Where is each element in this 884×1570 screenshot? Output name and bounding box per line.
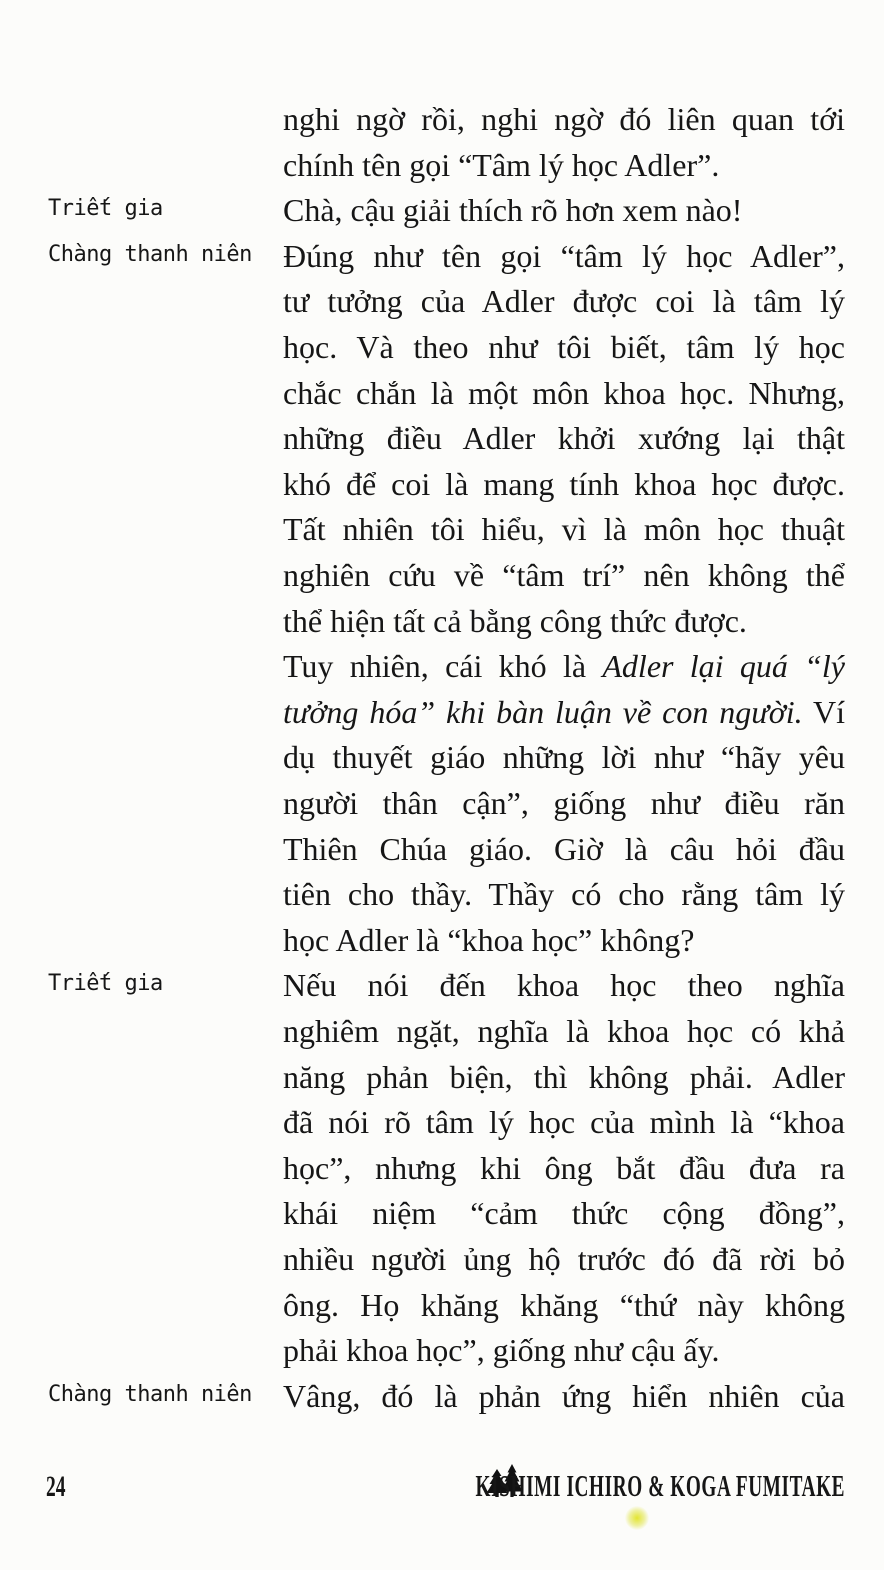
dialogue-line-text: thể hiện tất cả bằng công thức được. [283, 602, 747, 639]
dialogue-line-text: Tất nhiên tôi hiểu, vì là môn học thuật [283, 511, 845, 548]
dialogue-line-text: năng phản biện, thì không phải. Adler [283, 1058, 845, 1095]
dialogue-line-text: Nếu nói đến khoa học theo nghĩa [283, 967, 845, 1004]
dialogue-line [0, 734, 884, 780]
dialogue-line-text: phải khoa học”, giống như cậu ấy. [283, 1332, 720, 1369]
dialogue-line-text: đã nói rõ tâm lý học của mình là “khoa [283, 1104, 845, 1141]
dialogue-line-text: nhiều người ủng hộ trước đó đã rời bỏ [283, 1241, 845, 1277]
dialogue-line-text: chắc chắn là một môn khoa học. Nhưng, [283, 374, 845, 411]
speaker-label: Chàng thanh niên [48, 1381, 252, 1407]
dialogue-line-text: nghiên cứu về “tâm trí” nên không thể [283, 557, 845, 593]
dialogue-line [0, 598, 884, 644]
dialogue-line-text: ông. Họ khăng khăng “thứ này không [283, 1286, 845, 1323]
dialogue-line-text: dụ thuyết giáo những lời như “hãy yêu [283, 739, 845, 776]
dialogue-line [0, 96, 884, 142]
dialogue-line [0, 506, 884, 552]
dialogue-line-text: những điều Adler khởi xướng lại thật [283, 420, 845, 457]
dialogue-line [0, 1373, 884, 1419]
dialogue-line [0, 826, 884, 872]
dialogue-line [0, 278, 884, 324]
dialogue-line-text: tư tưởng của Adler được coi là tâm lý [283, 283, 845, 320]
dialogue-line [0, 324, 884, 370]
highlight-dot [625, 1506, 649, 1530]
footer-authors-text: KISHIMI ICHIRO & KOGA FUMITAKE [475, 1468, 845, 1503]
dialogue-line-text: tiên cho thầy. Thầy có cho rằng tâm lý [283, 876, 845, 913]
dialogue-line-text: học. Và theo như tôi biết, tâm lý học [283, 329, 845, 365]
dialogue-line-text: Tuy nhiên, cái khó là Adler lại quá “lý [283, 648, 846, 685]
dialogue-line [0, 1327, 884, 1373]
dialogue-line-text: học Adler là “khoa học” không? [283, 921, 695, 958]
dialogue-line-text: Đúng như tên gọi “tâm lý học Adler”, [283, 237, 845, 274]
dialogue-line [0, 1145, 884, 1191]
dialogue-line-text: Thiên Chúa giáo. Giờ là câu hỏi đầu [283, 830, 845, 867]
dialogue-line [0, 780, 884, 826]
speaker-label: Triết gia [48, 196, 163, 222]
dialogue-line [0, 370, 884, 416]
dialogue-line-text: khó để coi là mang tính khoa học được. [283, 465, 845, 502]
dialogue-line [0, 1008, 884, 1054]
dialogue-line-text: tưởng hóa” khi bàn luận về con người. Ví [283, 693, 846, 730]
dialogue-line-text: nghi ngờ rồi, nghi ngờ đó liên quan tới [283, 101, 845, 137]
dialogue-line [0, 142, 884, 188]
dialogue-line [0, 962, 884, 1008]
dialogue-line [0, 233, 884, 279]
dialogue-line [0, 415, 884, 461]
dialogue-line [0, 187, 884, 233]
dialogue-line [0, 1282, 884, 1328]
dialogue-line [0, 1054, 884, 1100]
dialogue-line [0, 1190, 884, 1236]
dialogue-line-text: Chà, cậu giải thích rõ hơn xem nào! [283, 192, 743, 229]
dialogue-line [0, 871, 884, 917]
dialogue-line [0, 689, 884, 735]
dialogue-line [0, 917, 884, 963]
dialogue-line-text: người thân cận”, giống như điều răn [283, 785, 845, 821]
dialogue-line-text: Vâng, đó là phản ứng hiển nhiên của [283, 1377, 845, 1414]
dialogue-line [0, 552, 884, 598]
dialogue-line-text: chính tên gọi “Tâm lý học Adler”. [283, 146, 720, 183]
dialogue-line [0, 643, 884, 689]
dialogue-line-text: nghiêm ngặt, nghĩa là khoa học có khả [283, 1013, 845, 1049]
dialogue-line [0, 1236, 884, 1282]
dialogue-line-text: khái niệm “cảm thức cộng đồng”, [283, 1195, 845, 1232]
page-number: 24 [46, 1470, 66, 1503]
dialogue-line [0, 1099, 884, 1145]
dialogue-line-text: học”, nhưng khi ông bắt đầu đưa ra [283, 1149, 845, 1186]
speaker-label: Chàng thanh niên [48, 241, 252, 267]
dialogue-line [0, 461, 884, 507]
speaker-label: Triết gia [48, 971, 163, 997]
